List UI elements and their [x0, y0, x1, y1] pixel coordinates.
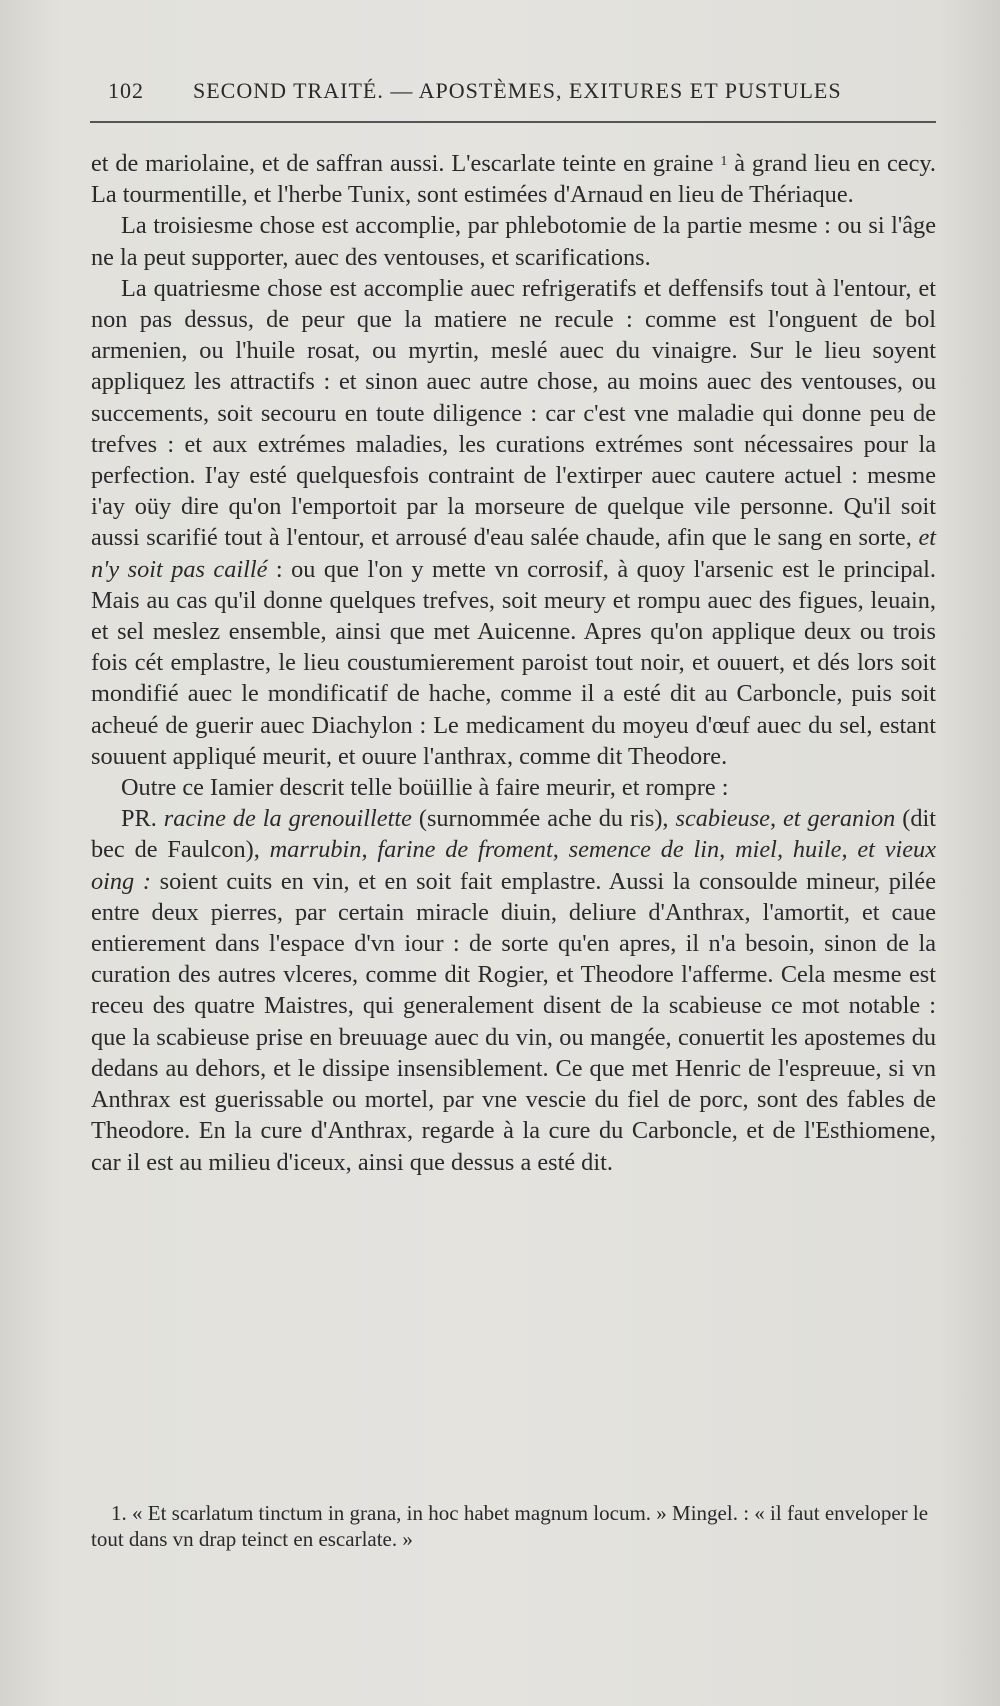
- footnote-text: 1. « Et scarlatum tinctum in grana, in hoc habet magnum locum. » Mingel. : « il faut enveloper le tout dans vn drap teinct en escarlate. »: [91, 1501, 929, 1551]
- footnote: [91, 1500, 936, 1552]
- header-rule: [90, 121, 936, 123]
- paragraph-3: La quatriesme chose est accomplie auec refrigeratifs et deffensifs tout à l'entour, et non pas dessus, de peur que la matiere ne recule : comme est l'onguent de bol armenien, ou l'huile rosat, ou myrtin, meslé auec du vinaigre. Sur le lieu soyent appliquez les attractifs : et sinon auec autre chose, au moins auec des ventouses, ou succements, soit secouru en toute diligence : car c'est vne maladie qui donne peu de trefves : et aux extrémes maladies, les curations extrémes sont nécessaires pour la perfection. I'ay esté quelquesfois contraint de l'extirper auec cautere actuel : mesme i'ay oüy dire qu'on l'emportoit par la morseure de quelque vile personne. Qu'il soit aussi scarifié tout à l'entour, et arrousé d'eau salée chaude, afin que le sang en sorte, et n'y soit pas caillé : ou que l'on y mette vn corrosif, à quoy l'arsenic est le principal. Mais au cas qu'il donne quelques trefves, soit meury et rompu auec des figues, leuain, et sel meslez ensemble, ainsi que met Auicenne. Apres qu'on applique deux ou trois fois cét emplastre, le lieu coustumierement paroist tout noir, et ouuert, et dés lors soit mondifié auec le mondificatif de hache, comme il a esté dit au Carboncle, puis soit acheué de guerir auec Diachylon : Le medicament du moyeu d'œuf auec du sel, estant souuent appliqué meurit, et ouure l'anthrax, comme dit Theodore.: [91, 274, 937, 770]
- recipe-paragraph: PR. racine de la grenouillette (surnommée ache du ris), scabieuse, et geranion (dit bec de Faulcon), marrubin, farine de froment, semence de lin, miel, huile, et vieux oing : soient cuits en vin, et en soit fait emplastre. Aussi la consoulde mineur, pilée entre deux pierres, par certain miracle diuin, deliure d'Anthrax, l'amortit, et caue entierement dans l'espace d'vn iour : de sorte qu'en apres, il n'a besoin, sinon de la curation des autres vlceres, comme dit Rogier, et Theodore l'afferme. Cela mesme est receu des quatre Maistres, qui generalement disent de la scabieuse ce mot notable : que la scabieuse prise en breuuage auec du vin, ou mangée, conuertit les apostemes du dedans au dehors, et le dissipe insensiblement. Ce que met Henric de l'espreuue, si vn Anthrax est guerissable ou mortel, par vne vescie du fiel de porc, sont des fables de Theodore. En la cure d'Anthrax, regarde à la cure du Carboncle, et de l'Esthiomene, car il est au milieu d'iceux, ainsi que dessus a esté dit.: [91, 805, 936, 1176]
- main-text: [91, 148, 936, 1178]
- paragraph-4: Outre ce Iamier descrit telle boüillie à faire meurir, et rompre :: [121, 774, 729, 802]
- italic-phrase: et n'y soit pas caillé: [91, 524, 937, 583]
- running-title: SECOND TRAITÉ. — APOSTÈMES, EXITURES ET PUSTULES: [193, 78, 842, 103]
- paragraph-1: et de mariolaine, et de saffran aussi. L'escarlate teinte en graine $^1$ à grand lieu en cecy. La tourmentille, et l'herbe Tunix, sont estimées d'Arnaud en lieu de Thériaque.: [91, 150, 936, 209]
- footnote-ref: 1: [720, 154, 728, 169]
- paragraph-2: La troisiesme chose est accomplie, par phlebotomie de la partie mesme : ou si l'âge ne la peut supporter, auec des ventouses, et scarifications.: [91, 212, 936, 271]
- page-number: 102: [108, 78, 144, 103]
